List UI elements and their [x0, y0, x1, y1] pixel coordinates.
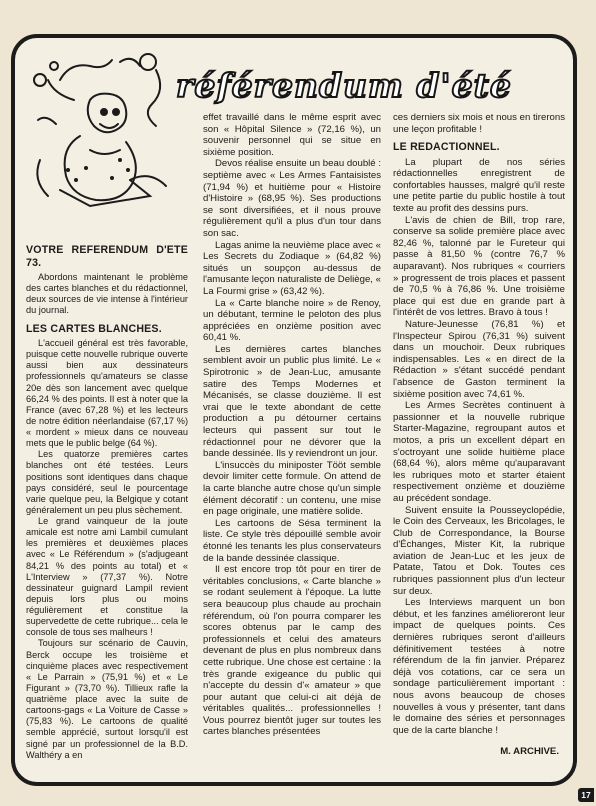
section-heading-referendum: VOTRE REFERENDUM D'ETE 73.: [26, 244, 188, 269]
section-heading-cartes-blanches: LES CARTES BLANCHES.: [26, 322, 162, 335]
paragraph: Les dernières cartes blanches semblent avoir un public plus limité. Le « Spirotronic » de Jean-Luc, amusante satire des Temps Modernes et Mécanisés, se classe douzième. Il est vrai que le texte abondant de cette production a pu détourner certains lecteurs qui passent sur tout le rédactionnel pour ne dévorer que la bande dessinée. Ils y reviendront un jour.: [203, 343, 381, 460]
paragraph: effet travaillé dans le même esprit avec son « Hôpital Silence » (72,16 %), un souvenir personnel qui se situe en sixième position.: [203, 112, 381, 158]
paragraph: La plupart de nos séries rédactionnelles enregistrent de confortables hausses, malgré qu'il reste une petite partie du public hostile à tout texte au profit des dessins purs.: [393, 156, 565, 215]
column-1: [26, 238, 188, 761]
paragraph: ces derniers six mois et nous en tirerons une leçon profitable !: [393, 112, 565, 135]
paragraph: Toujours sur scénario de Cauvin, Berck occupe les troisième et cinquième places avec respectivement « Le Parrain » (75,91 %) et « Le Figurant » (73,70 %). Tillieux rafle la quatrième place avec la suite de cartoons-gags « La Voiture de Casse » (75,83 %). Le cartoons de qualité semble apprécié, surtout lorsqu'il est signé par un professionnel de la B.D. Walthéry a en: [26, 638, 188, 760]
paragraph: Lagas anime la neuvième place avec « Les Secrets du Zodiaque » (64,82 %) situés un soupçon au-dessus de l'amusante leçon naturaliste de Deliège, « La Fourmi grise » (63,42 %).: [203, 239, 381, 297]
paragraph: Abordons maintenant le problème des cartes blanches et du rédactionnel, deux sources de vie intense à l'intérieur du journal.: [26, 272, 188, 316]
paragraph: Les cartoons de Sésa terminent la liste. Ce style très dépouillé semble avoir étonné les tenants les plus conservateurs de la bande dessinée classique.: [203, 517, 381, 564]
paragraph: Nature-Jeunesse (76,81 %) et l'Inspecteur Spirou (76,31 %) suivent dans un mouchoir. Deux rubriques indispensables. Les « en direct de la Rédaction » s'étant succédé pendant l'absence de Gaston terminent la sixième position avec 74,61 %.: [393, 319, 565, 400]
paragraph: L'accueil général est très favorable, puisque cette nouvelle rubrique ouverte aussi bien aux dessinateurs professionnels qu'amateurs se classe 20e dès son lancement avec quelque 66,24 % des points. Il est à noter que la France (avec 67,28 %) et les lecteurs de notre édition néerlandaise (67,17 %) « mordent » mieux dans ce nouveau mets que le public belge (64 %).: [26, 338, 188, 449]
column-3: [393, 112, 565, 758]
section-heading-redactionnel: LE REDACTIONNEL.: [393, 141, 500, 154]
paragraph: Il est encore trop tôt pour en tirer de véritables conclusions, « Carte blanche » se rodant seulement à l'époque. La lutte sera beaucoup plus chaude au prochain référendum, où l'on pourra comparer les scores obtenus par le camp des professionnels et celui des amateurs devenant de plus en plus nombreux dans cette rubrique. Une chose est certaine : la très grande exigeance du public qui n'accepte du dessin d'« amateur » que pour autant que celui-ci ait déjà de véritables qualités... professionnelles ! Vous pourrez bientôt juger sur toutes les cartes blanches présentées: [203, 564, 381, 738]
paragraph: Suivent ensuite la Pousseyclopédie, le Coin des Cerveaux, les Bricolages, le Club de Correspondance, la Bourse d'Échanges, Mister Kit, la rubrique aviation de Jean-Luc et les jeux de Patate, Tatou et Dok. Toutes ces rubriques passionnent plus d'un lecteur sur deux.: [393, 504, 565, 597]
column-2: [203, 112, 381, 738]
paragraph: Les Armes Secrètes continuent à passionner et la nouvelle rubrique Starter-Magazine, regroupant autos et motos, a pris un excellent départ en s'octroyant une solide huitième place (68,64 %), alors même qu'auparavant les rubriques moto et starter étaient respectivement onzième et douzième au précédent sondage.: [393, 400, 565, 504]
paragraph: Devos réalise ensuite un beau doublé : septième avec « Les Armes Fantaisistes (71,94 %) et huitième pour « Histoire d'Histoire » (68,95 %). Ses productions se sont diversifiées, et il nous prouve régulièrement qu'il a plus d'un tour dans son sac.: [203, 158, 381, 239]
paragraph: Le grand vainqueur de la joute amicale est notre ami Lambil cumulant les premières et deuxièmes places avec « Le Référendum » (s'adjugeant 84,21 % des points au total) et « L'Interview » (77,37 %). Notre dessinateur guignard Lampil revient depuis lors plus ou moins régulièrement et constitue la supervedette de cette rubrique... cela le console de tous ses malheurs !: [26, 516, 188, 638]
author-signature: M. ARCHIVE.: [500, 746, 559, 758]
paragraph: Les Interviews marquent un bon début, et les fanzines amélioreront leur impact de quelques points. Ces dernières rubriques seront d'ailleurs définitivement testées à notre référendum de la fin janvier. Préparez déjà vos cotations, car ce sera un sondage particulièrement important : nous avons beaucoup de choses nouvelles à vous y présenter, tant dans le domaine des séries et personnages que de la carte blanche !: [393, 597, 565, 736]
paragraph: Les quatorze premières cartes blanches ont été testées. Leurs positions sont identiques dans chaque pays considéré, seul le pourcentage varie quelque peu, la Belgique y cotant généralement un peu plus sèchement.: [26, 449, 188, 515]
cartoon-illustration: [20, 40, 182, 224]
page-number: 17: [578, 788, 594, 802]
page-title: référendum d'été: [176, 66, 512, 105]
paragraph: L'avis de chien de Bill, trop rare, conserve sa solide première place avec 82,46 %, talonné par le Fureteur qui passe à 81,50 % (contre 76,7 % auparavant). Nos rubriques « courriers » progressent de trois places et passent de 70,5 % à 76,86 %. Une troisième place qui est due en grande part à l'intérêt de vos lettres. Bravo à tous !: [393, 214, 565, 319]
paragraph: La « Carte blanche noire » de Renoy, un débutant, termine le peloton des plus appréciées en onzième position avec 60,41 %.: [203, 297, 381, 344]
paragraph: L'insuccès du miniposter Tööt semble devoir limiter cette formule. On attend de la carte blanche autre chose qu'un simple élément décoratif : un contenu, une mise en page originale, une matière solide.: [203, 459, 381, 518]
